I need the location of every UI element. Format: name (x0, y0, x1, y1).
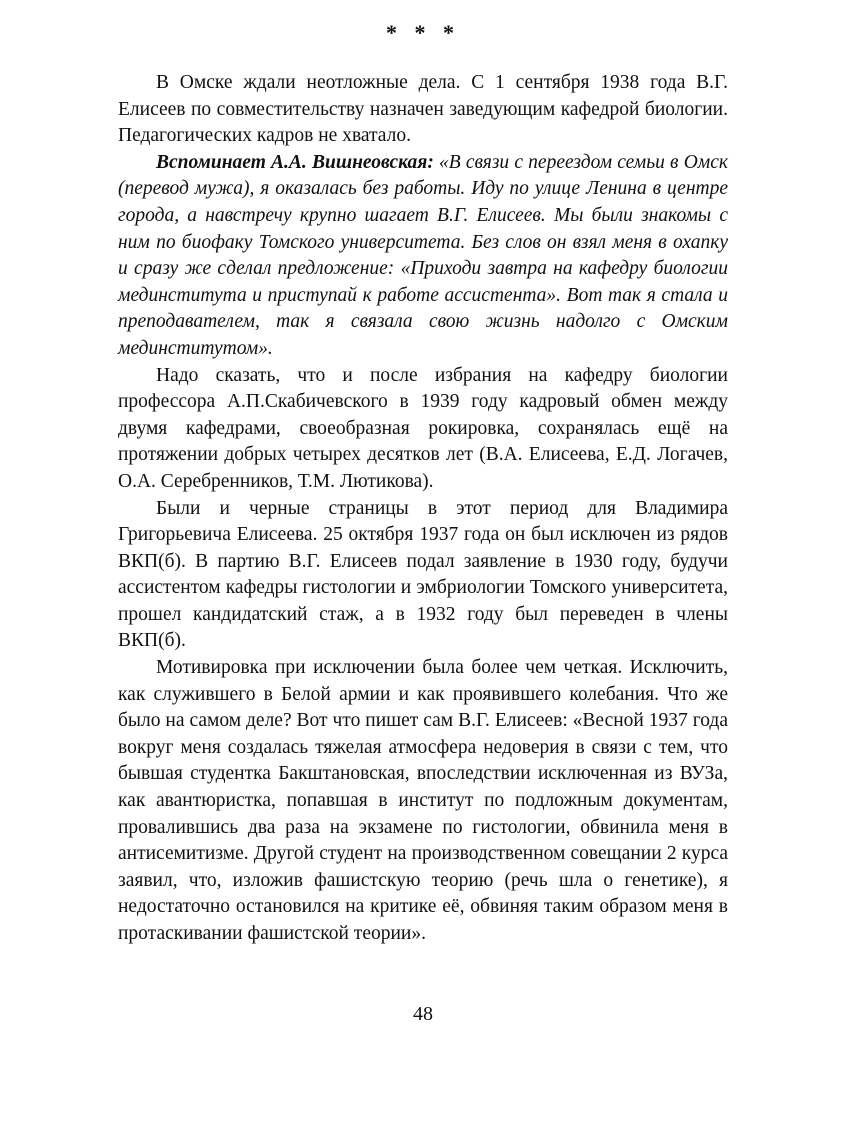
paragraph-1-text: В Омске ждали неотложные дела. С 1 сентября 1938 года В.Г. Елисеев по совместительству назначен заведующим кафедрой биологии. Педагогических кадров не хватало. (118, 72, 728, 147)
body-text (118, 70, 728, 948)
paragraph-5 (118, 655, 728, 948)
paragraph-1 (118, 70, 728, 150)
section-separator: * * * (386, 20, 460, 45)
page-number: 48 (413, 1003, 433, 1025)
quote-text: «В связи с переездом семьи в Омск (перевод мужа), я оказалась без работы. Иду по улице Ленина в центре города, а навстречу крупно шагает В.Г. Елисеев. Мы были знакомы с ним по биофаку Томского университета. Без слов он взял меня в охапку и сразу же сделал предложение: «Приходи завтра на кафедру биологии мединститута и приступай к работе ассистента». Вот так я стала и преподавателем, так я связала свою жизнь надолго с Омским мединститутом». (118, 151, 728, 359)
paragraph-3 (118, 363, 728, 496)
quote-attribution: Вспоминает А.А. Вишнеовская: (156, 151, 434, 173)
paragraph-2-quote (118, 150, 728, 363)
paragraph-4 (118, 496, 728, 656)
paragraph-4-text: Были и черные страницы в этот период для Владимира Григорьевича Елисеева. 25 октября 1937 года он был исключен из рядов ВКП(б). В партию В.Г. Елисеев подал заявление в 1930 году, будучи ассистентом кафедры гистологии и эмбриологии Томского университета, прошел кандидатский стаж, а в 1932 году был переведен в члены ВКП(б). (118, 497, 728, 652)
paragraph-5-text: Мотивировка при исключении была более чем четкая. Исключить, как служившего в Белой армии и как проявившего колебания. Что же было на самом деле? Вот что пишет сам В.Г. Елисеев: «Весной 1937 года вокруг меня создалась тяжелая атмосфера недоверия в связи с тем, что бывшая студентка Бакштановская, впоследствии исключенная из ВУЗа, как авантюристка, попавшая в институт по подложным документам, провалившись два раза на экзамене по гистологии, обвинила меня в антисемитизме. Другой студент на производственном совещании 2 курса заявил, что, изложив фашистскую теорию (речь шла о генетике), я недостаточно остановился на критике её, обвиняя таким образом меня в протаскивании фашистской теории». (118, 657, 728, 944)
paragraph-3-text: Надо сказать, что и после избрания на кафедру биологии профессора А.П.Скабичевского в 1939 году кадровый обмен между двумя кафедрами, своеобразная рокировка, сохранялась ещё на протяжении добрых четырех десятков лет (В.А. Елисеева, Е.Д. Логачев, О.А. Серебренников, Т.М. Лютикова). (118, 364, 728, 492)
